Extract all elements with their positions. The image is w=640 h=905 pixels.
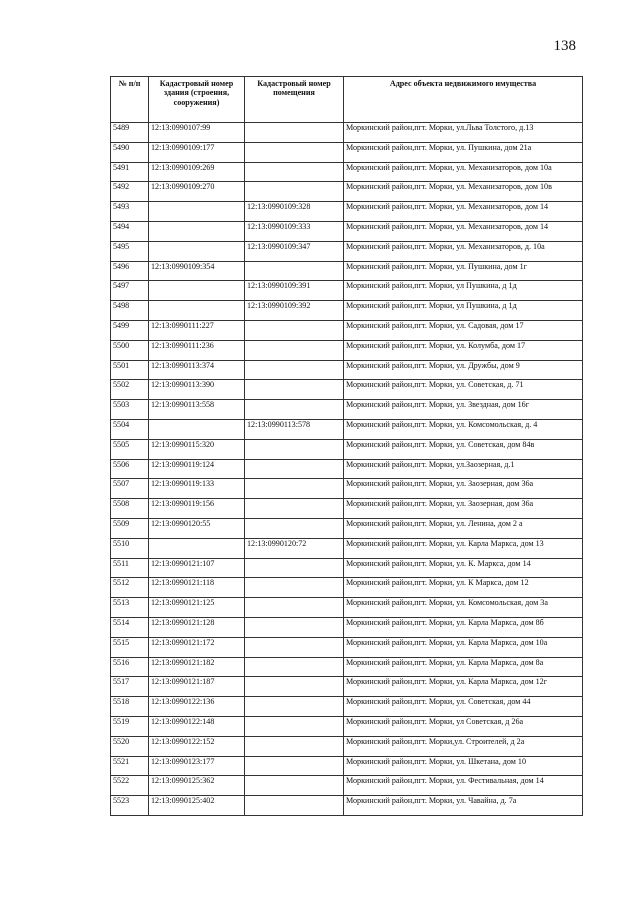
cell-premises-cadastral — [245, 716, 344, 736]
cell-premises-cadastral — [245, 578, 344, 598]
table-row — [111, 697, 583, 717]
cell-num: 5490 — [111, 142, 149, 162]
table-row — [111, 400, 583, 420]
cell-building-cadastral — [149, 281, 245, 301]
cell-address: Моркинский район,пгт. Морки, ул. Дружбы, дом 9 — [344, 360, 583, 380]
cell-num: 5514 — [111, 617, 149, 637]
cell-num: 5496 — [111, 261, 149, 281]
table-row — [111, 538, 583, 558]
cell-premises-cadastral — [245, 182, 344, 202]
cell-building-cadastral: 12:13:0990125:362 — [149, 776, 245, 796]
cell-address: Моркинский район,пгт. Морки, ул.Заозерная, д.1 — [344, 459, 583, 479]
table-row — [111, 499, 583, 519]
cell-address: Моркинский район,пгт. Морки, ул. Карла Маркса, дом 8б — [344, 617, 583, 637]
table-row — [111, 736, 583, 756]
cell-num: 5499 — [111, 320, 149, 340]
column-header-num: № п/п — [111, 77, 149, 123]
cell-address: Моркинский район,пгт. Морки, ул. Карла Маркса, дом 12г — [344, 677, 583, 697]
cell-building-cadastral: 12:13:0990113:558 — [149, 400, 245, 420]
table-row — [111, 776, 583, 796]
cell-building-cadastral: 12:13:0990109:177 — [149, 142, 245, 162]
cell-premises-cadastral — [245, 796, 344, 816]
column-header-building-cadastral: Кадастровый номер здания (строения, сооружения) — [149, 77, 245, 123]
table-row — [111, 459, 583, 479]
cell-num: 5515 — [111, 637, 149, 657]
cell-num: 5489 — [111, 123, 149, 143]
cell-building-cadastral: 12:13:0990121:125 — [149, 598, 245, 618]
table-row — [111, 221, 583, 241]
cell-address: Моркинский район,пгт. Морки, ул. Механизаторов, дом 14 — [344, 221, 583, 241]
cell-premises-cadastral — [245, 479, 344, 499]
cell-num: 5507 — [111, 479, 149, 499]
table-row — [111, 340, 583, 360]
cell-premises-cadastral — [245, 360, 344, 380]
cell-address: Моркинский район,пгт. Морки, ул. Ленина, дом 2 а — [344, 518, 583, 538]
column-header-address: Адрес объекта недвижимого имущества — [344, 77, 583, 123]
cell-address: Моркинский район,пгт. Морки, ул. Заозерная, дом 36а — [344, 499, 583, 519]
cell-num: 5506 — [111, 459, 149, 479]
cell-num: 5502 — [111, 380, 149, 400]
cell-premises-cadastral — [245, 598, 344, 618]
cell-premises-cadastral — [245, 380, 344, 400]
cell-building-cadastral: 12:13:0990122:136 — [149, 697, 245, 717]
cell-num: 5491 — [111, 162, 149, 182]
cell-building-cadastral — [149, 241, 245, 261]
cell-building-cadastral: 12:13:0990122:148 — [149, 716, 245, 736]
cell-num: 5520 — [111, 736, 149, 756]
cell-building-cadastral: 12:13:0990121:107 — [149, 558, 245, 578]
cell-premises-cadastral — [245, 459, 344, 479]
cell-address: Моркинский район,пгт. Морки, ул. Пушкина, дом 21а — [344, 142, 583, 162]
cell-num: 5512 — [111, 578, 149, 598]
table-header — [111, 77, 583, 123]
table-row — [111, 261, 583, 281]
cell-address: Моркинский район,пгт. Морки, ул. Звездная, дом 16г — [344, 400, 583, 420]
cell-premises-cadastral — [245, 320, 344, 340]
cell-address: Моркинский район,пгт. Морки, ул. Механизаторов, дом 14 — [344, 202, 583, 222]
cell-building-cadastral — [149, 202, 245, 222]
cell-premises-cadastral — [245, 499, 344, 519]
cell-building-cadastral: 12:13:0990121:118 — [149, 578, 245, 598]
cell-num: 5495 — [111, 241, 149, 261]
cell-num: 5504 — [111, 419, 149, 439]
cell-num: 5516 — [111, 657, 149, 677]
cell-building-cadastral: 12:13:0990109:269 — [149, 162, 245, 182]
cell-premises-cadastral: 12:13:0990109:328 — [245, 202, 344, 222]
cell-num: 5497 — [111, 281, 149, 301]
cell-building-cadastral: 12:13:0990121:128 — [149, 617, 245, 637]
cell-num: 5505 — [111, 439, 149, 459]
property-registry-table — [110, 76, 583, 816]
cell-building-cadastral: 12:13:0990111:227 — [149, 320, 245, 340]
cell-building-cadastral: 12:13:0990109:270 — [149, 182, 245, 202]
table-row — [111, 320, 583, 340]
table-row — [111, 558, 583, 578]
cell-address: Моркинский район,пгт. Морки, ул. Советская, дом 84в — [344, 439, 583, 459]
cell-address: Моркинский район,пгт. Морки, ул. К. Маркса, дом 14 — [344, 558, 583, 578]
cell-building-cadastral: 12:13:0990119:133 — [149, 479, 245, 499]
cell-address: Моркинский район,пгт. Морки, ул. Заозерная, дом 36а — [344, 479, 583, 499]
cell-num: 5519 — [111, 716, 149, 736]
cell-building-cadastral: 12:13:0990122:152 — [149, 736, 245, 756]
cell-building-cadastral: 12:13:0990121:182 — [149, 657, 245, 677]
cell-num: 5498 — [111, 301, 149, 321]
cell-address: Моркинский район,пгт. Морки, ул Пушкина, д 1д — [344, 281, 583, 301]
table-row — [111, 123, 583, 143]
cell-num: 5517 — [111, 677, 149, 697]
table-body — [111, 123, 583, 816]
cell-num: 5511 — [111, 558, 149, 578]
table-row — [111, 360, 583, 380]
cell-premises-cadastral: 12:13:0990109:347 — [245, 241, 344, 261]
column-header-premises-cadastral: Кадастровый номер помещения — [245, 77, 344, 123]
cell-address: Моркинский район,пгт. Морки, ул. Карла Маркса, дом 13 — [344, 538, 583, 558]
cell-num: 5508 — [111, 499, 149, 519]
cell-num: 5501 — [111, 360, 149, 380]
table-row — [111, 657, 583, 677]
cell-building-cadastral — [149, 221, 245, 241]
page-number: 138 — [553, 38, 576, 54]
cell-premises-cadastral — [245, 736, 344, 756]
cell-address: Моркинский район,пгт. Морки, ул. Фестивальная, дом 14 — [344, 776, 583, 796]
cell-num: 5522 — [111, 776, 149, 796]
cell-address: Моркинский район,пгт. Морки, ул. Карла Маркса, дом 8а — [344, 657, 583, 677]
cell-premises-cadastral: 12:13:0990109:333 — [245, 221, 344, 241]
table-row — [111, 281, 583, 301]
cell-building-cadastral — [149, 419, 245, 439]
cell-address: Моркинский район,пгт. Морки, ул Пушкина, д 1д — [344, 301, 583, 321]
cell-address: Моркинский район,пгт. Морки, ул. Пушкина, дом 1г — [344, 261, 583, 281]
cell-address: Моркинский район,пгт. Морки, ул. Механизаторов, дом 10а — [344, 162, 583, 182]
cell-building-cadastral: 12:13:0990121:172 — [149, 637, 245, 657]
cell-building-cadastral: 12:13:0990113:390 — [149, 380, 245, 400]
table-row — [111, 756, 583, 776]
table-row — [111, 677, 583, 697]
cell-num: 5518 — [111, 697, 149, 717]
cell-num: 5521 — [111, 756, 149, 776]
cell-address: Моркинский район,пгт. Морки, ул. Механизаторов, д. 10а — [344, 241, 583, 261]
cell-address: Моркинский район,пгт. Морки,ул. Строителей, д 2а — [344, 736, 583, 756]
cell-address: Моркинский район,пгт. Морки, ул. Механизаторов, дом 10в — [344, 182, 583, 202]
cell-premises-cadastral — [245, 776, 344, 796]
cell-address: Моркинский район,пгт. Морки, ул.Льва Толстого, д.13 — [344, 123, 583, 143]
cell-building-cadastral: 12:13:0990125:402 — [149, 796, 245, 816]
cell-premises-cadastral — [245, 439, 344, 459]
cell-premises-cadastral: 12:13:0990113:578 — [245, 419, 344, 439]
cell-address: Моркинский район,пгт. Морки, ул. Чавайна, д. 7а — [344, 796, 583, 816]
cell-premises-cadastral — [245, 400, 344, 420]
cell-num: 5500 — [111, 340, 149, 360]
table-row — [111, 796, 583, 816]
cell-premises-cadastral — [245, 340, 344, 360]
cell-address: Моркинский район,пгт. Морки, ул. Комсомольская, дом 3а — [344, 598, 583, 618]
cell-premises-cadastral — [245, 637, 344, 657]
cell-num: 5503 — [111, 400, 149, 420]
cell-address: Моркинский район,пгт. Морки, ул. Карла Маркса, дом 10а — [344, 637, 583, 657]
cell-building-cadastral: 12:13:0990107:99 — [149, 123, 245, 143]
table-row — [111, 518, 583, 538]
table-row — [111, 439, 583, 459]
table-row — [111, 419, 583, 439]
cell-premises-cadastral — [245, 756, 344, 776]
cell-premises-cadastral — [245, 261, 344, 281]
table-row — [111, 301, 583, 321]
cell-premises-cadastral — [245, 617, 344, 637]
cell-premises-cadastral: 12:13:0990109:391 — [245, 281, 344, 301]
table-row — [111, 716, 583, 736]
cell-building-cadastral: 12:13:0990120:55 — [149, 518, 245, 538]
cell-premises-cadastral — [245, 677, 344, 697]
cell-address: Моркинский район,пгт. Морки, ул. Советская, дом 44 — [344, 697, 583, 717]
cell-address: Моркинский район,пгт. Морки, ул. Садовая, дом 17 — [344, 320, 583, 340]
cell-building-cadastral: 12:13:0990115:320 — [149, 439, 245, 459]
cell-building-cadastral — [149, 301, 245, 321]
cell-premises-cadastral — [245, 657, 344, 677]
cell-premises-cadastral: 12:13:0990109:392 — [245, 301, 344, 321]
table-row — [111, 380, 583, 400]
table-row — [111, 241, 583, 261]
header-row — [111, 77, 583, 123]
cell-building-cadastral: 12:13:0990109:354 — [149, 261, 245, 281]
cell-premises-cadastral — [245, 697, 344, 717]
cell-address: Моркинский район,пгт. Морки, ул. Комсомольская, д. 4 — [344, 419, 583, 439]
cell-address: Моркинский район,пгт. Морки, ул. К Маркса, дом 12 — [344, 578, 583, 598]
cell-building-cadastral: 12:13:0990123:177 — [149, 756, 245, 776]
cell-num: 5523 — [111, 796, 149, 816]
table-row — [111, 617, 583, 637]
cell-num: 5492 — [111, 182, 149, 202]
cell-building-cadastral: 12:13:0990111:236 — [149, 340, 245, 360]
cell-building-cadastral: 12:13:0990121:187 — [149, 677, 245, 697]
cell-building-cadastral: 12:13:0990119:156 — [149, 499, 245, 519]
table-row — [111, 202, 583, 222]
table-row — [111, 182, 583, 202]
cell-premises-cadastral — [245, 123, 344, 143]
cell-building-cadastral — [149, 538, 245, 558]
table-row — [111, 142, 583, 162]
cell-premises-cadastral — [245, 162, 344, 182]
table-row — [111, 578, 583, 598]
cell-num: 5510 — [111, 538, 149, 558]
table-row — [111, 598, 583, 618]
table-row — [111, 637, 583, 657]
cell-address: Моркинский район,пгт. Морки, ул. Шкетана, дом 10 — [344, 756, 583, 776]
cell-num: 5493 — [111, 202, 149, 222]
cell-building-cadastral: 12:13:0990113:374 — [149, 360, 245, 380]
table-row — [111, 479, 583, 499]
cell-building-cadastral: 12:13:0990119:124 — [149, 459, 245, 479]
cell-premises-cadastral — [245, 558, 344, 578]
cell-premises-cadastral — [245, 142, 344, 162]
cell-address: Моркинский район,пгт. Морки, ул Советская, д 26а — [344, 716, 583, 736]
cell-address: Моркинский район,пгт. Морки, ул. Советская, д. 71 — [344, 380, 583, 400]
cell-num: 5513 — [111, 598, 149, 618]
table-row — [111, 162, 583, 182]
cell-premises-cadastral: 12:13:0990120:72 — [245, 538, 344, 558]
cell-num: 5494 — [111, 221, 149, 241]
cell-num: 5509 — [111, 518, 149, 538]
cell-address: Моркинский район,пгт. Морки, ул. Колумба, дом 17 — [344, 340, 583, 360]
cell-premises-cadastral — [245, 518, 344, 538]
